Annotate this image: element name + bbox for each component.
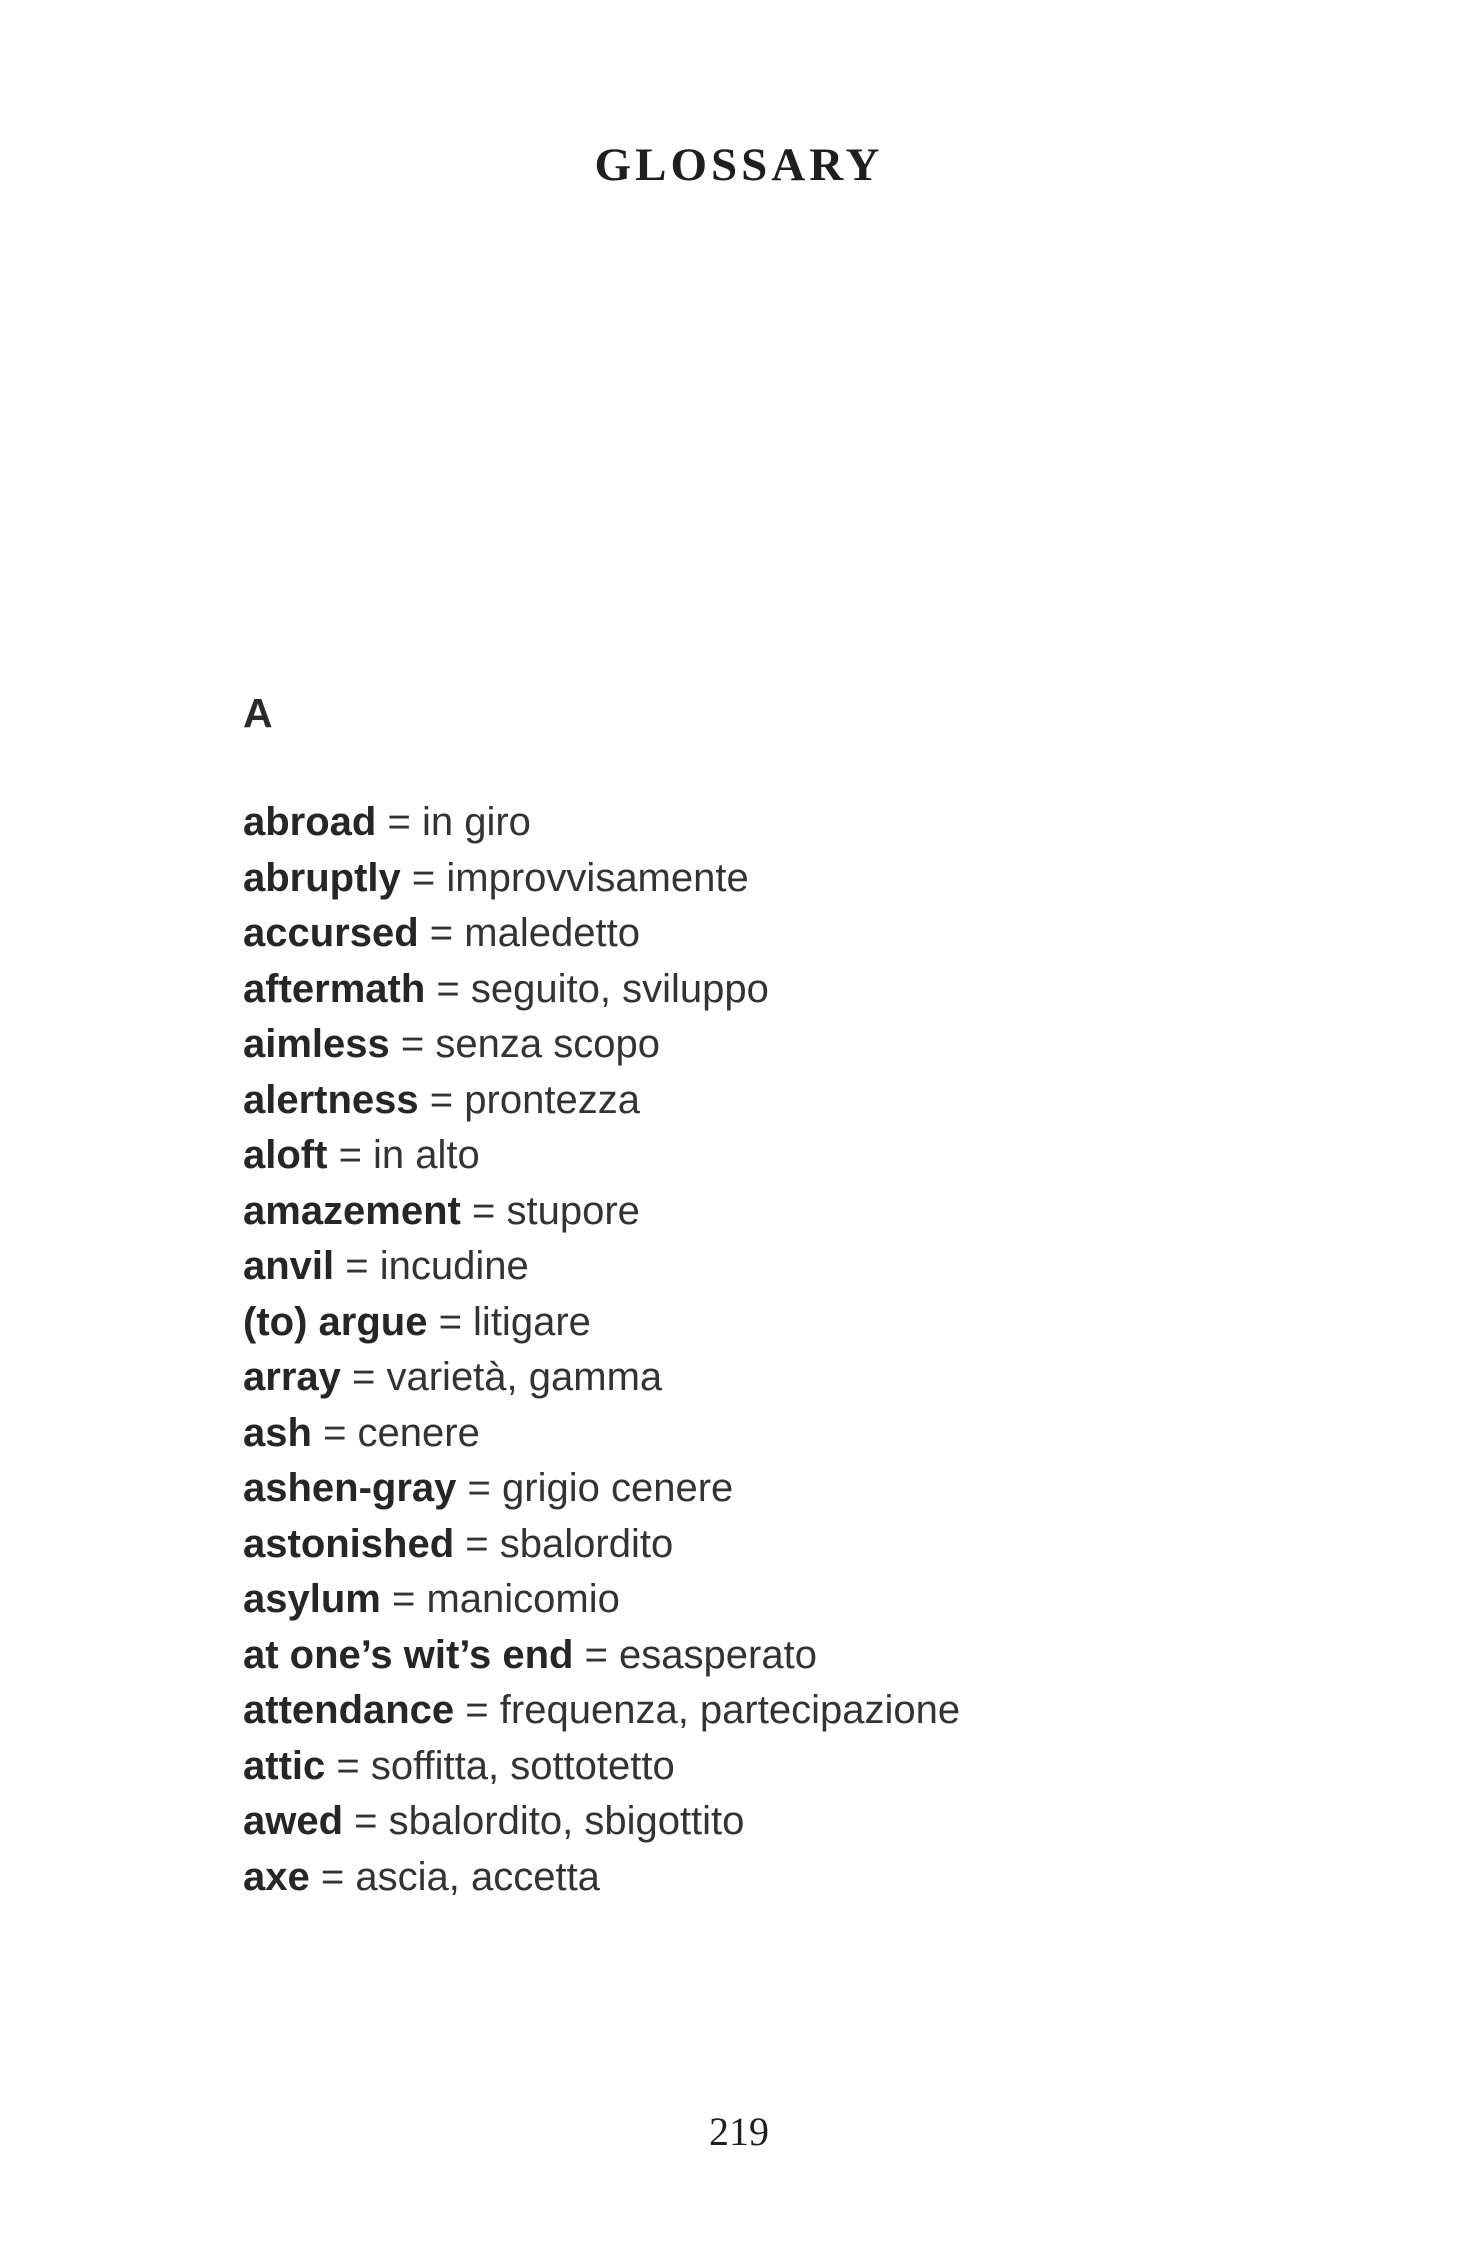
equals-separator: = — [320, 1854, 345, 1899]
equals-separator: = — [336, 1743, 360, 1788]
entry-translation: ascia, accetta — [355, 1854, 600, 1899]
equals-separator: = — [345, 1244, 369, 1288]
entry-term: ash — [243, 1410, 312, 1455]
glossary-entry — [243, 1184, 1338, 1240]
entry-translation: cenere — [357, 1410, 480, 1455]
glossary-entry — [243, 1628, 1338, 1684]
equals-separator: = — [436, 966, 460, 1011]
glossary-entry — [243, 906, 1338, 962]
entry-term: aftermath — [243, 966, 426, 1011]
glossary-entry — [243, 851, 1338, 907]
equals-separator: = — [400, 1022, 425, 1066]
entry-translation: incudine — [379, 1244, 529, 1288]
glossary-entry — [243, 1683, 1338, 1739]
entry-term: asylum — [243, 1577, 381, 1621]
entry-translation: varietà, gamma — [386, 1355, 663, 1399]
equals-separator: = — [411, 855, 436, 900]
entry-translation: manicomio — [426, 1577, 620, 1621]
equals-separator: = — [465, 1688, 489, 1732]
equals-separator: = — [391, 1577, 416, 1621]
glossary-entry — [243, 1850, 1338, 1906]
entry-term: abruptly — [243, 855, 401, 900]
equals-separator: = — [429, 911, 454, 955]
equals-separator: = — [387, 800, 411, 844]
entry-translation: sbalordito — [499, 1521, 674, 1566]
glossary-entry — [243, 1794, 1338, 1850]
entry-translation: sbalordito, sbigottito — [388, 1799, 745, 1843]
entry-term: abroad — [243, 800, 377, 844]
entry-term: axe — [243, 1854, 310, 1899]
glossary-entry — [243, 1739, 1338, 1795]
glossary-entry — [243, 1295, 1338, 1351]
equals-separator: = — [323, 1410, 347, 1455]
entry-translation: senza scopo — [435, 1022, 660, 1066]
page-title: GLOSSARY — [594, 139, 884, 191]
entry-translation: prontezza — [464, 1077, 640, 1122]
glossary-entries — [243, 795, 1338, 1905]
entry-term: at one’s wit’s end — [243, 1632, 574, 1677]
equals-separator: = — [429, 1077, 454, 1122]
equals-separator: = — [354, 1799, 378, 1843]
entry-translation: maledetto — [464, 911, 640, 955]
glossary-entry — [243, 1017, 1338, 1073]
entry-translation: soffitta, sottotetto — [370, 1743, 675, 1788]
equals-separator: = — [352, 1355, 376, 1399]
glossary-entry — [243, 962, 1338, 1018]
glossary-entry — [243, 1572, 1338, 1628]
entry-term: aloft — [243, 1133, 328, 1177]
equals-separator: = — [472, 1188, 496, 1233]
entry-translation: esasperato — [619, 1632, 817, 1677]
entry-term: amazement — [243, 1188, 461, 1233]
equals-separator: = — [584, 1632, 608, 1677]
entry-translation: litigare — [473, 1299, 591, 1344]
page-number: 219 — [709, 2109, 769, 2154]
entry-translation: in giro — [421, 800, 531, 844]
entry-translation: frequenza, partecipazione — [499, 1688, 961, 1732]
entry-translation: seguito, sviluppo — [470, 966, 769, 1011]
entry-term: aimless — [243, 1022, 390, 1066]
entry-translation: in alto — [373, 1133, 480, 1177]
entry-term: ashen-gray — [243, 1466, 457, 1510]
entry-term: attendance — [243, 1688, 455, 1732]
entry-term: awed — [243, 1799, 344, 1843]
entry-translation: improvvisamente — [446, 855, 749, 900]
entry-term: astonished — [243, 1521, 455, 1566]
entry-term: array — [243, 1355, 341, 1399]
glossary-entry — [243, 1239, 1338, 1295]
entry-term: attic — [243, 1743, 326, 1788]
glossary-entry — [243, 1350, 1338, 1406]
entry-term: accursed — [243, 911, 419, 955]
equals-separator: = — [438, 1299, 462, 1344]
glossary-entry — [243, 795, 1338, 851]
entry-term: anvil — [243, 1244, 335, 1288]
entry-term: (to) argue — [243, 1299, 428, 1344]
glossary-entry — [243, 1461, 1338, 1517]
entry-translation: stupore — [506, 1188, 640, 1233]
section-letter: A — [243, 690, 273, 736]
equals-separator: = — [467, 1466, 491, 1510]
entry-translation: grigio cenere — [502, 1466, 734, 1510]
glossary-entry — [243, 1073, 1338, 1129]
glossary-entry — [243, 1128, 1338, 1184]
glossary-entry — [243, 1406, 1338, 1462]
glossary-content — [243, 690, 1338, 1905]
glossary-entry — [243, 1517, 1338, 1573]
equals-separator: = — [338, 1133, 362, 1177]
entry-term: alertness — [243, 1077, 419, 1122]
equals-separator: = — [465, 1521, 489, 1566]
